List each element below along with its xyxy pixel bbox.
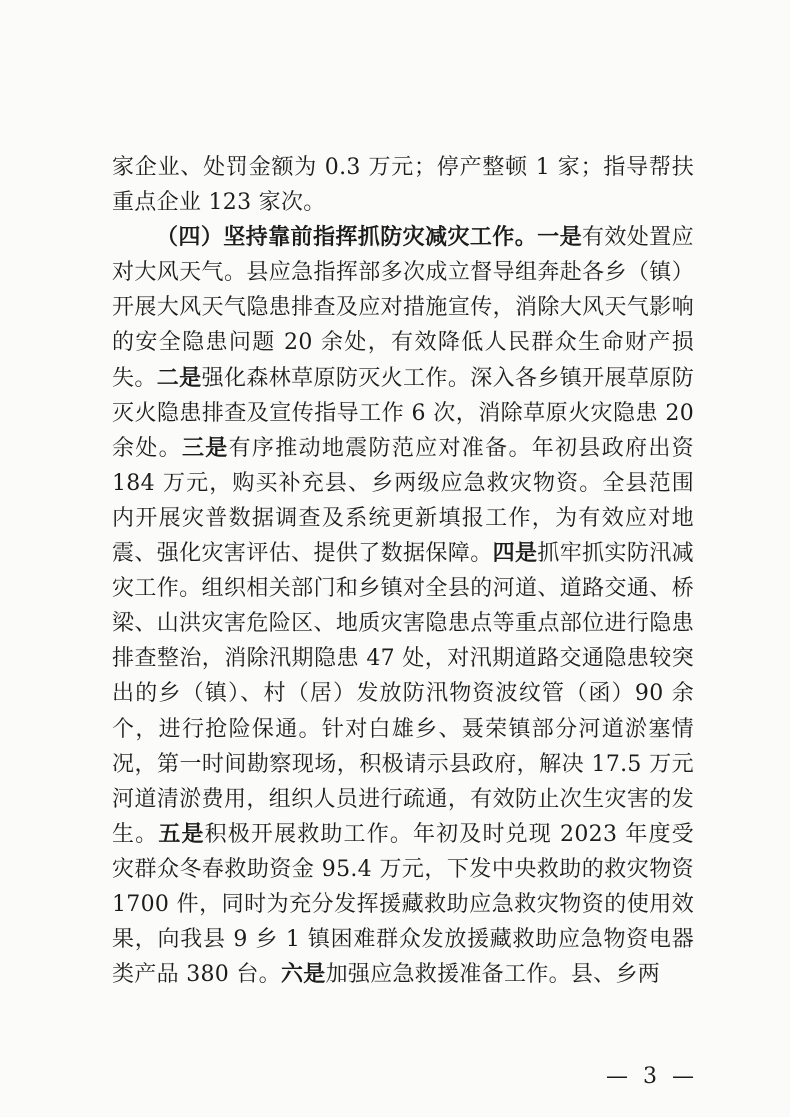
bold-text-segment: 六是 [280,961,326,988]
text-segment: 积极开展救助工作。年初及时兑现 2023 年度受灾群众冬春救助资金 95.4 万元，下发中央救助的救灾物资 1700 件，同时为充分发挥援藏救助应急救灾物资的使用效果，向我县 9 乡 1 镇困难群众发放援藏救助应急物资电器类产品 380 台。 [112,821,694,988]
text-segment: 有效处置应对大风天气。县应急指挥部多次成立督导组奔赴各乡（镇）开展大风天气隐患排查及应对措施宣传，消除大风天气影响的安全隐患问题 20 余处，有效降低人民群众生命财产损失。 [112,225,694,391]
bold-text-segment: 一是 [537,224,582,251]
page-number: — 3 — [606,1064,698,1089]
bold-text-segment: 五是 [158,820,205,847]
bold-text-segment: 二是 [156,364,202,391]
text-segment: 家企业、处罚金额为 0.3 万元；停产整顿 1 家；指导帮扶重点企业 123 家次。 [112,155,694,216]
paragraph [112,220,694,992]
bold-text-segment: 三是 [181,434,229,461]
text-segment: 有序推动地震防范应对准备。年初县政府出资 184 万元，购买补充县、乡两级应急救灾物资。全县范围内开展灾普数据调查及系统更新填报工作，为有效应对地震、强化灾害评估、提供了数据保障。 [112,435,694,567]
paragraph [112,150,694,220]
bold-text-segment: 四是 [492,540,538,567]
text-segment: 抓牢抓实防汛减灾工作。组织相关部门和乡镇对全县的河道、道路交通、桥梁、山洪灾害危险区、地质灾害隐患点等重点部位进行隐患排查整治，消除汛期隐患 47 处，对汛期道路交通隐患较突出的乡（镇）、村（居）发放防汛物资波纹管（函）90 余个，进行抢险保通。针对白雄乡、聂荣镇部分河道淤塞情况，第一时间勘察现场，积极请示县政府，解决 17.5 万元河道清淤费用，组织人员进行疏通，有效防止次生灾害的发生。 [112,541,694,847]
text-segment: 强化森林草原防灭火工作。深入各乡镇开展草原防灭火隐患排查及宣传指导工作 6 次，消除草原火灾隐患 20 余处。 [112,365,694,461]
document-body [112,150,694,992]
text-segment: 加强应急救援准备工作。县、乡两 [325,962,661,988]
bold-text-segment: （四）坚持靠前指挥抓防灾减灾工作。 [156,224,538,251]
